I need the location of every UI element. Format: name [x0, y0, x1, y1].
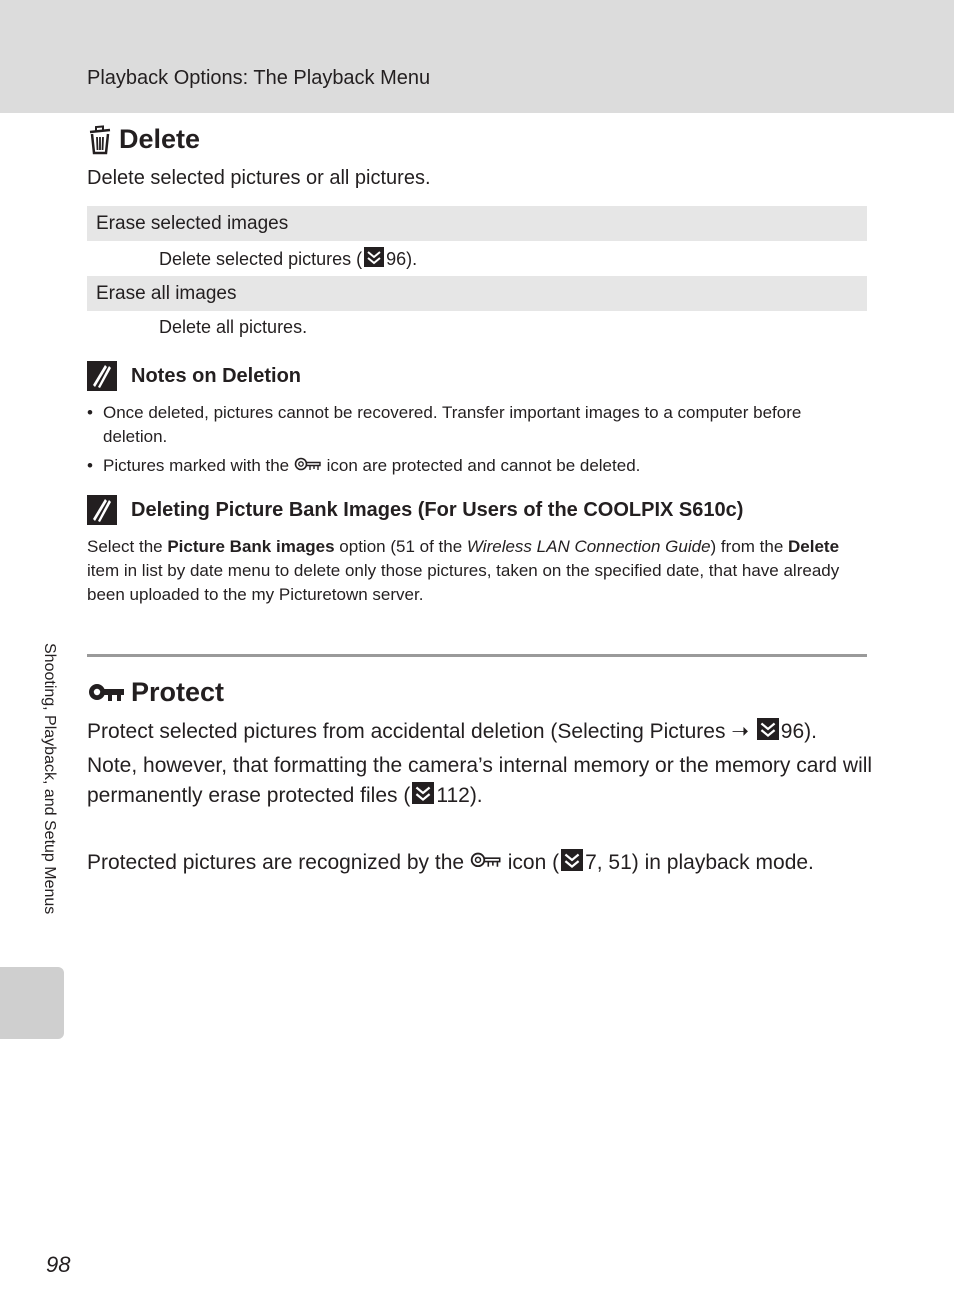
text-run: ). [469, 784, 483, 807]
delete-intro: Delete selected pictures or all pictures. [87, 167, 431, 189]
text-run: icon ( [501, 851, 560, 874]
option-erase-selected: Erase selected images [87, 206, 867, 241]
picture-bank-paragraph [87, 535, 872, 607]
caution-icon [87, 361, 117, 391]
chapter-tab [0, 967, 64, 1039]
notes-deletion-title: Notes on Deletion [131, 364, 302, 387]
running-header: Playback Options: The Playback Menu [87, 67, 431, 89]
page-ref: 7, 51 [585, 851, 632, 874]
delete-title: Delete [119, 124, 201, 154]
protect-key-icon [294, 456, 322, 474]
text-run: option (51 of the [334, 537, 467, 556]
italic-run: Wireless LAN Connection Guide [466, 537, 711, 556]
protect-title: Protect [131, 677, 225, 707]
arrow-glyph: ➝ [731, 720, 749, 743]
protect-line-2 [87, 751, 877, 811]
protect-line-1 [87, 717, 877, 747]
desc-text-end: ). [406, 249, 418, 269]
option-erase-all-desc: Delete all pictures. [159, 317, 308, 337]
key-icon [87, 680, 125, 706]
text-run: ) from the [710, 537, 789, 556]
protect-key-icon [470, 850, 502, 872]
bullet-text-end: icon are protected and cannot be deleted. [321, 456, 641, 475]
text-run: Protect selected pictures from accidental deletion (Selecting Pictures [87, 720, 732, 743]
text-run: Protected pictures are recognized by the [87, 851, 470, 874]
page-ref: 96 [780, 720, 805, 743]
page-ref: 96 [386, 249, 407, 269]
page-ref-icon [757, 718, 779, 740]
text-run: ). [804, 720, 817, 743]
picture-bank-title: Deleting Picture Bank Images (For Users of the COOLPIX S610c) [131, 498, 744, 521]
caution-icon [87, 495, 117, 525]
header-band [0, 0, 954, 113]
bullet-item [87, 454, 847, 478]
text-run: ) in playback mode. [631, 851, 814, 874]
page-number: 98 [46, 1252, 71, 1277]
bullet-item: • Once deleted, pictures cannot be recovered. Transfer important images to a computer before deletion. [87, 401, 847, 449]
page-ref: 112 [436, 784, 470, 807]
bold-run: Delete [788, 537, 840, 556]
text-run: Note, however, that formatting the camera’s internal memory or the memory card will permanently erase protected files ( [87, 754, 873, 807]
delete-heading [87, 124, 200, 155]
protect-line-3 [87, 848, 877, 878]
page-ref-icon [364, 247, 384, 267]
text-run: item in list by date menu to delete only those pictures, taken on the specified date, that have already been uploaded to the my Picturetown server. [87, 561, 840, 604]
option-erase-all: Erase all images [87, 276, 867, 311]
page-ref-icon [412, 782, 434, 804]
side-chapter-label: Shooting, Playback, and Setup Menus [41, 643, 58, 915]
text-run: Select the [87, 537, 168, 556]
desc-text: Delete selected pictures ( [159, 249, 363, 269]
bullet-text: Pictures marked with the [103, 456, 294, 475]
trash-icon [87, 125, 113, 155]
protect-heading [87, 677, 224, 708]
option-erase-selected-desc [159, 247, 417, 270]
section-divider [87, 654, 867, 657]
page-ref-icon [561, 849, 583, 871]
bold-run: Picture Bank images [167, 537, 335, 556]
notes-deletion-heading [87, 361, 301, 391]
picture-bank-heading [87, 495, 743, 525]
